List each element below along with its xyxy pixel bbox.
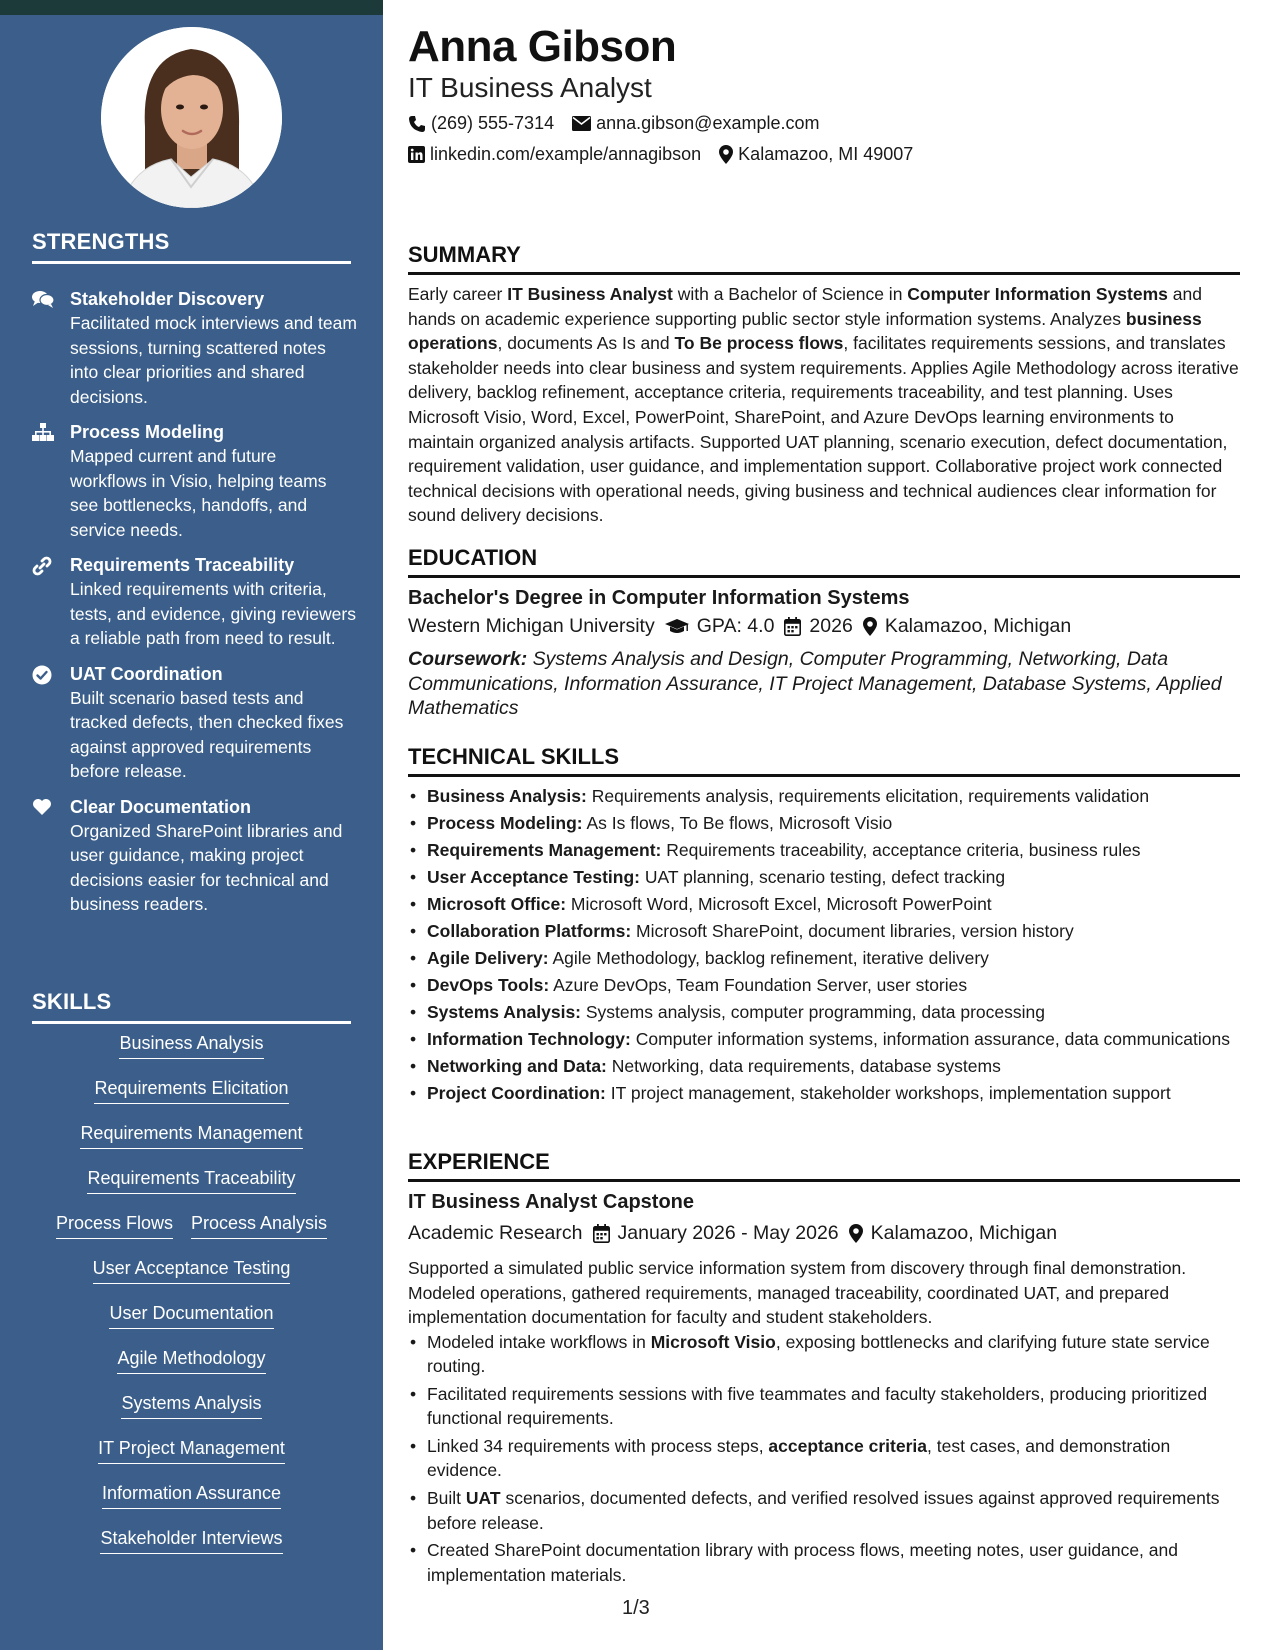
linkedin-icon bbox=[408, 146, 425, 163]
map-marker-icon bbox=[863, 617, 877, 636]
list-item: • Agile Delivery: Agile Methodology, backlog refinement, iterative delivery bbox=[408, 946, 1240, 970]
page-number: 1/3 bbox=[622, 1597, 650, 1619]
technical-skills-heading: TECHNICAL SKILLS bbox=[408, 744, 1240, 777]
gpa: GPA: 4.0 bbox=[665, 615, 775, 638]
strengths-list bbox=[32, 288, 357, 929]
strengths-heading: STRENGTHS bbox=[32, 229, 351, 264]
graduation-year: 2026 bbox=[784, 615, 852, 638]
skill-tag: IT Project Management bbox=[98, 1436, 285, 1464]
list-item: • Facilitated requirements sessions with five teammates and faculty stakeholders, producing prioritized functional requirements. bbox=[408, 1382, 1240, 1431]
experience-meta bbox=[408, 1222, 1057, 1245]
degree-title: Bachelor's Degree in Computer Information Systems bbox=[408, 587, 910, 609]
envelope-icon bbox=[572, 116, 591, 131]
link-icon bbox=[32, 554, 70, 651]
list-item: • Project Coordination: IT project management, stakeholder workshops, implementation support bbox=[408, 1081, 1240, 1105]
phone-icon bbox=[408, 115, 426, 133]
calendar-icon bbox=[593, 1224, 610, 1243]
list-item: • Built UAT scenarios, documented defects, and verified resolved issues against approved requirements before release. bbox=[408, 1486, 1240, 1535]
contact-row bbox=[408, 144, 913, 165]
strength-item bbox=[32, 554, 357, 651]
strength-title: Requirements Traceability bbox=[70, 555, 295, 575]
strength-desc: Built scenario based tests and tracked defects, then checked fixes against approved requirements before release. bbox=[70, 687, 344, 781]
list-item: • Modeled intake workflows in Microsoft Visio, exposing bottlenecks and clarifying future state service routing. bbox=[408, 1330, 1240, 1379]
strength-desc: Linked requirements with criteria, tests, and evidence, giving reviewers a reliable path from need to result. bbox=[70, 579, 356, 648]
list-item: • DevOps Tools: Azure DevOps, Team Foundation Server, user stories bbox=[408, 973, 1240, 997]
strength-title: Process Modeling bbox=[70, 422, 225, 442]
education-heading: EDUCATION bbox=[408, 545, 1240, 578]
location-text: Kalamazoo, MI 49007 bbox=[738, 144, 914, 164]
map-marker-icon bbox=[719, 145, 733, 164]
contact-location bbox=[719, 144, 913, 165]
list-item: • Collaboration Platforms: Microsoft SharePoint, document libraries, version history bbox=[408, 919, 1240, 943]
contact-phone[interactable] bbox=[408, 113, 554, 134]
skill-tag: Stakeholder Interviews bbox=[100, 1526, 282, 1554]
skill-tag: User Documentation bbox=[109, 1301, 273, 1329]
phone-text: (269) 555-7314 bbox=[431, 113, 555, 133]
skill-tag: Business Analysis bbox=[119, 1031, 263, 1059]
skill-tag: Process Flows bbox=[56, 1211, 173, 1239]
experience-org: Academic Research bbox=[408, 1222, 583, 1244]
experience-heading: EXPERIENCE bbox=[408, 1149, 1240, 1182]
coursework: Coursework: Systems Analysis and Design, Computer Programming, Networking, Data Communications, Information Assurance, IT Project Management, Database Systems, Applied Mathematics bbox=[408, 648, 1222, 719]
contact-linkedin[interactable] bbox=[408, 144, 701, 165]
skill-tag: Requirements Management bbox=[80, 1121, 302, 1149]
comments-icon bbox=[32, 288, 70, 409]
list-item: • Process Modeling: As Is flows, To Be flows, Microsoft Visio bbox=[408, 811, 1240, 835]
strength-desc: Facilitated mock interviews and team sessions, turning scattered notes into clear priorities and shared decisions. bbox=[70, 313, 357, 407]
skill-tag: Agile Methodology bbox=[117, 1346, 265, 1374]
sidebar bbox=[0, 0, 383, 1650]
experience-bullets bbox=[408, 1330, 1240, 1590]
skill-tag: User Acceptance Testing bbox=[93, 1256, 291, 1284]
strength-title: Stakeholder Discovery bbox=[70, 289, 265, 309]
list-item: • Systems Analysis: Systems analysis, computer programming, data processing bbox=[408, 1000, 1240, 1024]
list-item: • Information Technology: Computer information systems, information assurance, data communications bbox=[408, 1027, 1240, 1051]
list-item: • Business Analysis: Requirements analysis, requirements elicitation, requirements validation bbox=[408, 784, 1240, 808]
summary-text: Early career IT Business Analyst with a Bachelor of Science in Computer Information Systems and hands on academic experience supporting public sector style information systems. Analyzes business operations, documents As Is and To Be process flows, facilitates requirements sessions, and translates stakeholder needs into clear business and system requirements. Applies Agile Methodology across iterative delivery, backlog refinement, acceptance criteria, requirements traceability, and test planning. Uses Microsoft Visio, Word, Excel, PowerPoint, SharePoint, and Azure DevOps learning environments to maintain organized analysis artifacts. Supported UAT planning, scenario execution, defect documentation, requirement validation, user guidance, and implementation support. Collaborative project work connected technical decisions with operational needs, giving business and technical audiences clear information for sound delivery decisions. bbox=[408, 284, 1239, 526]
skill-tag: Information Assurance bbox=[102, 1481, 281, 1509]
linkedin-text: linkedin.com/example/annagibson bbox=[430, 144, 702, 164]
strength-title: UAT Coordination bbox=[70, 663, 223, 684]
skills-heading: SKILLS bbox=[32, 989, 351, 1024]
job-title: IT Business Analyst bbox=[408, 72, 652, 103]
check-circle-icon bbox=[32, 663, 70, 784]
experience-summary: Supported a simulated public service information system from discovery through final demonstration. Modeled operations, gathered requirements, managed traceability, coordinated UAT, and prepared implementation documentation for faculty and student stakeholders. bbox=[408, 1258, 1187, 1328]
strength-desc: Organized SharePoint libraries and user guidance, making project decisions easier for technical and business readers. bbox=[70, 820, 343, 914]
list-item: • Linked 34 requirements with process steps, acceptance criteria, test cases, and demonstration evidence. bbox=[408, 1434, 1240, 1483]
education-location: Kalamazoo, Michigan bbox=[863, 615, 1071, 638]
list-item: • Requirements Management: Requirements traceability, acceptance criteria, business rules bbox=[408, 838, 1240, 862]
strength-item bbox=[32, 421, 357, 542]
skill-tag: Requirements Elicitation bbox=[94, 1076, 288, 1104]
email-text: anna.gibson@example.com bbox=[596, 113, 820, 133]
sidebar-top-bar bbox=[0, 0, 383, 15]
graduation-cap-icon bbox=[665, 618, 689, 636]
list-item: • Microsoft Office: Microsoft Word, Microsoft Excel, Microsoft PowerPoint bbox=[408, 892, 1240, 916]
experience-title: IT Business Analyst Capstone bbox=[408, 1191, 694, 1213]
heart-icon bbox=[32, 796, 70, 917]
experience-location: Kalamazoo, Michigan bbox=[849, 1222, 1057, 1245]
summary-heading: SUMMARY bbox=[408, 242, 1240, 275]
experience-dates: January 2026 - May 2026 bbox=[593, 1222, 839, 1245]
strength-desc: Mapped current and future workflows in Visio, helping teams see bottlenecks, handoffs, and service needs. bbox=[70, 446, 327, 540]
strength-item bbox=[32, 288, 357, 409]
school-name: Western Michigan University bbox=[408, 615, 655, 637]
calendar-icon bbox=[784, 617, 801, 636]
strength-title: Clear Documentation bbox=[70, 796, 252, 817]
strength-item bbox=[32, 796, 357, 917]
contact-row bbox=[408, 113, 820, 134]
technical-skills-list bbox=[408, 784, 1240, 1108]
map-marker-icon bbox=[849, 1224, 863, 1243]
skill-tag: Process Analysis bbox=[191, 1211, 327, 1239]
sitemap-icon bbox=[32, 421, 70, 542]
skill-tag: Systems Analysis bbox=[121, 1391, 261, 1419]
candidate-name: Anna Gibson bbox=[408, 22, 677, 71]
strength-item bbox=[32, 663, 357, 784]
list-item: • Created SharePoint documentation library with process flows, meeting notes, user guidance, and implementation materials. bbox=[408, 1538, 1240, 1587]
education-meta bbox=[408, 615, 1071, 638]
profile-photo bbox=[101, 27, 282, 208]
contact-email[interactable] bbox=[572, 113, 819, 134]
skill-tag: Requirements Traceability bbox=[87, 1166, 295, 1194]
list-item: • Networking and Data: Networking, data requirements, database systems bbox=[408, 1054, 1240, 1078]
list-item: • User Acceptance Testing: UAT planning, scenario testing, defect tracking bbox=[408, 865, 1240, 889]
skills-cloud bbox=[32, 1031, 351, 1571]
